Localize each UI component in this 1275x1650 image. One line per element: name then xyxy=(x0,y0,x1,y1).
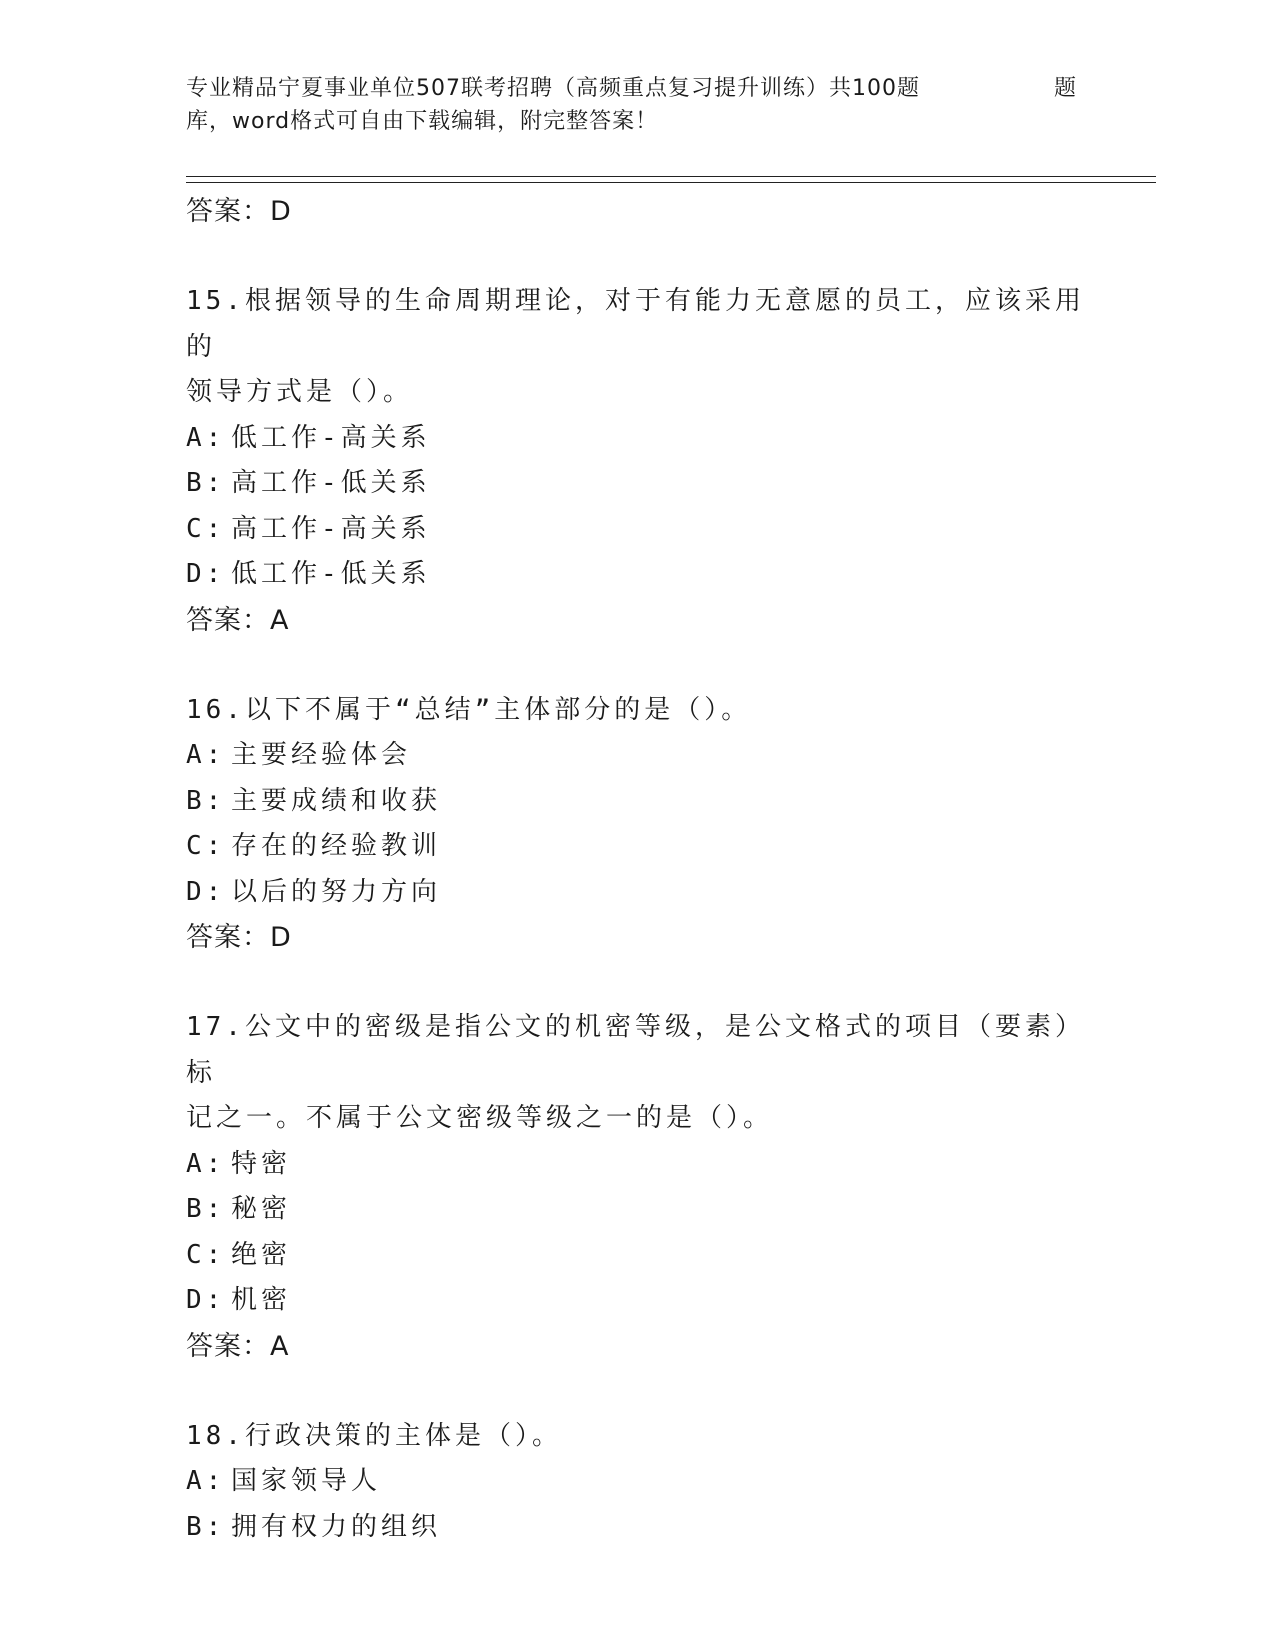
option-key: D: xyxy=(186,876,226,907)
page-header xyxy=(186,72,1076,138)
option-b xyxy=(186,1187,1086,1233)
spacer xyxy=(186,960,1086,1005)
question-block xyxy=(186,688,1086,961)
option-text: 以后的努力方向 xyxy=(231,876,442,907)
option-a xyxy=(186,1459,1086,1505)
option-c xyxy=(186,824,1086,870)
spacer xyxy=(186,1369,1086,1414)
option-key: C: xyxy=(186,1239,226,1270)
option-key: B: xyxy=(186,1194,226,1224)
option-key: A: xyxy=(186,422,226,453)
option-key: C: xyxy=(186,513,226,544)
header-title-text: 专业精品宁夏事业单位507联考招聘（高频重点复习提升训练）共100题 xyxy=(186,76,920,101)
option-key: A: xyxy=(186,1148,226,1179)
option-b xyxy=(186,779,1086,825)
option-text: 主要成绩和收获 xyxy=(231,785,442,816)
question-stem-line: 16.以下不属于“总结”主体部分的是（）。 xyxy=(186,694,752,725)
question-block xyxy=(186,1414,1086,1551)
question-block xyxy=(186,1005,1086,1369)
option-c xyxy=(186,507,1086,553)
header-divider xyxy=(186,176,1156,183)
question-stem-line: 领导方式是（）。 xyxy=(186,377,414,407)
answer-line: 答案：A xyxy=(186,604,290,636)
option-d xyxy=(186,1278,1086,1324)
option-b xyxy=(186,1505,1086,1551)
header-title-tail: 题 xyxy=(1054,76,1078,101)
option-a xyxy=(186,1142,1086,1188)
question-list xyxy=(186,189,1086,1550)
option-key: D: xyxy=(186,559,226,589)
option-key: B: xyxy=(186,1511,226,1542)
option-text: 高工作-低关系 xyxy=(231,468,431,498)
spacer xyxy=(186,234,1086,279)
option-text: 低工作-高关系 xyxy=(231,422,431,453)
option-text: 存在的经验教训 xyxy=(231,831,442,861)
option-key: A: xyxy=(186,740,226,770)
option-text: 机密 xyxy=(231,1285,292,1315)
option-key: B: xyxy=(186,468,226,498)
option-text: 特密 xyxy=(231,1148,292,1179)
option-text: 秘密 xyxy=(231,1194,292,1224)
question-stem-line: 17.公文中的密级是指公文的机密等级，是公文格式的项目（要素）标 xyxy=(186,1012,1085,1088)
answer-line: 答案：D xyxy=(186,922,292,953)
option-a xyxy=(186,733,1086,779)
option-text: 拥有权力的组织 xyxy=(231,1511,442,1542)
option-d xyxy=(186,870,1086,916)
option-text: 绝密 xyxy=(231,1239,292,1270)
question-block xyxy=(186,279,1086,643)
option-text: 主要经验体会 xyxy=(231,740,412,770)
option-key: C: xyxy=(186,831,226,861)
option-text: 低工作-低关系 xyxy=(231,559,431,589)
option-c xyxy=(186,1233,1086,1279)
option-a xyxy=(186,416,1086,462)
spacer xyxy=(186,643,1086,688)
option-key: B: xyxy=(186,785,226,816)
header-line-1 xyxy=(186,72,1076,105)
header-line-2: 库，word格式可自由下载编辑，附完整答案！ xyxy=(186,109,659,134)
option-text: 国家领导人 xyxy=(231,1466,382,1496)
question-stem-line: 15.根据领导的生命周期理论，对于有能力无意愿的员工，应该采用的 xyxy=(186,286,1085,362)
question-stem-line: 记之一。不属于公文密级等级之一的是（）。 xyxy=(186,1103,774,1133)
answer-line: 答案：A xyxy=(186,1330,290,1362)
option-key: A: xyxy=(186,1466,226,1496)
option-text: 高工作-高关系 xyxy=(231,513,431,544)
option-d xyxy=(186,552,1086,598)
answer-line: 答案：D xyxy=(186,196,292,227)
question-stem-line: 18.行政决策的主体是（）。 xyxy=(186,1420,562,1451)
option-b xyxy=(186,461,1086,507)
option-key: D: xyxy=(186,1285,226,1315)
